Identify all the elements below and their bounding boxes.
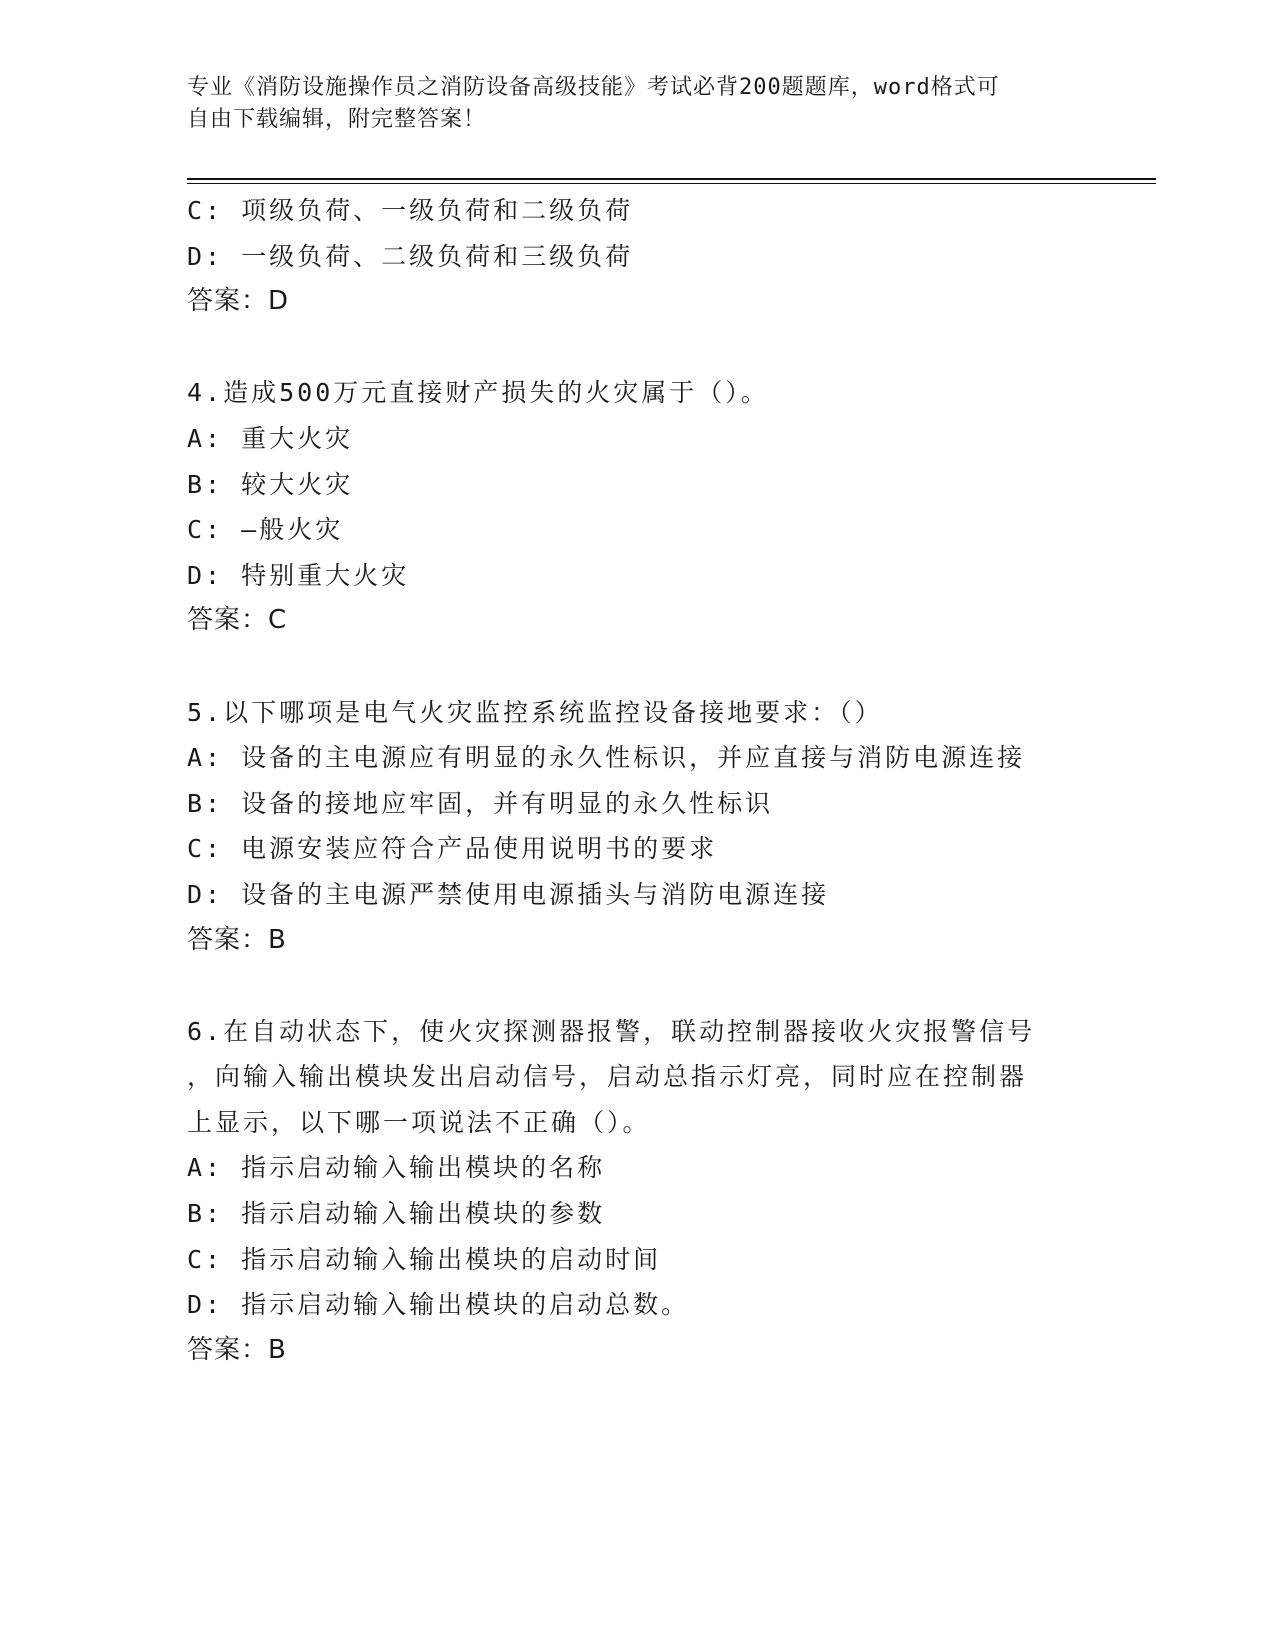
question-stem-line-2: ，向输入输出模块发出启动信号，启动总指示灯亮，同时应在控制器 (187, 1062, 1028, 1092)
option-b: B: 较大火灾 (187, 469, 354, 499)
header-line-2: 自由下载编辑，附完整答案！ (187, 107, 487, 132)
spacer (187, 644, 1087, 690)
document-header (187, 72, 1087, 136)
answer: 答案：B (187, 924, 287, 955)
question-5 (187, 690, 1087, 964)
spacer (187, 325, 1087, 371)
question-stem: 4.造成500万元直接财产损失的火灾属于（）。 (187, 378, 769, 408)
option-c: C: 项级负荷、一级负荷和二级负荷 (187, 196, 634, 225)
question-6 (187, 1009, 1087, 1374)
question-stem-line-1: 6.在自动状态下，使火灾探测器报警，联动控制器接收火灾报警信号 (187, 1016, 1036, 1046)
header-divider-thin (187, 183, 1156, 184)
question-stem: 5.以下哪项是电气火灾监控系统监控设备接地要求：（） (187, 697, 883, 727)
option-c: C: 指示启动输入输出模块的启动时间 (187, 1244, 662, 1274)
question-list (187, 188, 1087, 1373)
answer: 答案：C (187, 605, 288, 636)
option-d: D: 一级负荷、二级负荷和三级负荷 (187, 241, 634, 271)
question-stem-line-3: 上显示，以下哪一项说法不正确（）。 (187, 1107, 651, 1137)
option-a: A: 设备的主电源应有明显的永久性标识，并应直接与消防电源连接 (187, 743, 1026, 773)
question-3-continued (187, 188, 1087, 325)
option-c: C: 电源安装应符合产品使用说明书的要求 (187, 834, 718, 864)
option-a: A: 指示启动输入输出模块的名称 (187, 1153, 606, 1183)
answer: 答案：B (187, 1334, 287, 1365)
option-d: D: 设备的主电源严禁使用电源插头与消防电源连接 (187, 879, 830, 909)
option-b: B: 设备的接地应牢固，并有明显的永久性标识 (187, 788, 774, 818)
option-c: C: —般火灾 (187, 515, 344, 545)
spacer (187, 963, 1087, 1009)
header-line-1: 专业《消防设施操作员之消防设备高级技能》考试必背200题题库，word格式可 (187, 75, 1000, 100)
option-b: B: 指示启动输入输出模块的参数 (187, 1199, 606, 1229)
question-4 (187, 370, 1087, 644)
answer: 答案：D (187, 286, 290, 317)
option-d: D: 指示启动输入输出模块的启动总数。 (187, 1290, 690, 1320)
option-a: A: 重大火灾 (187, 423, 354, 453)
option-d: D: 特别重大火灾 (187, 560, 410, 590)
header-divider-thick (187, 178, 1156, 180)
